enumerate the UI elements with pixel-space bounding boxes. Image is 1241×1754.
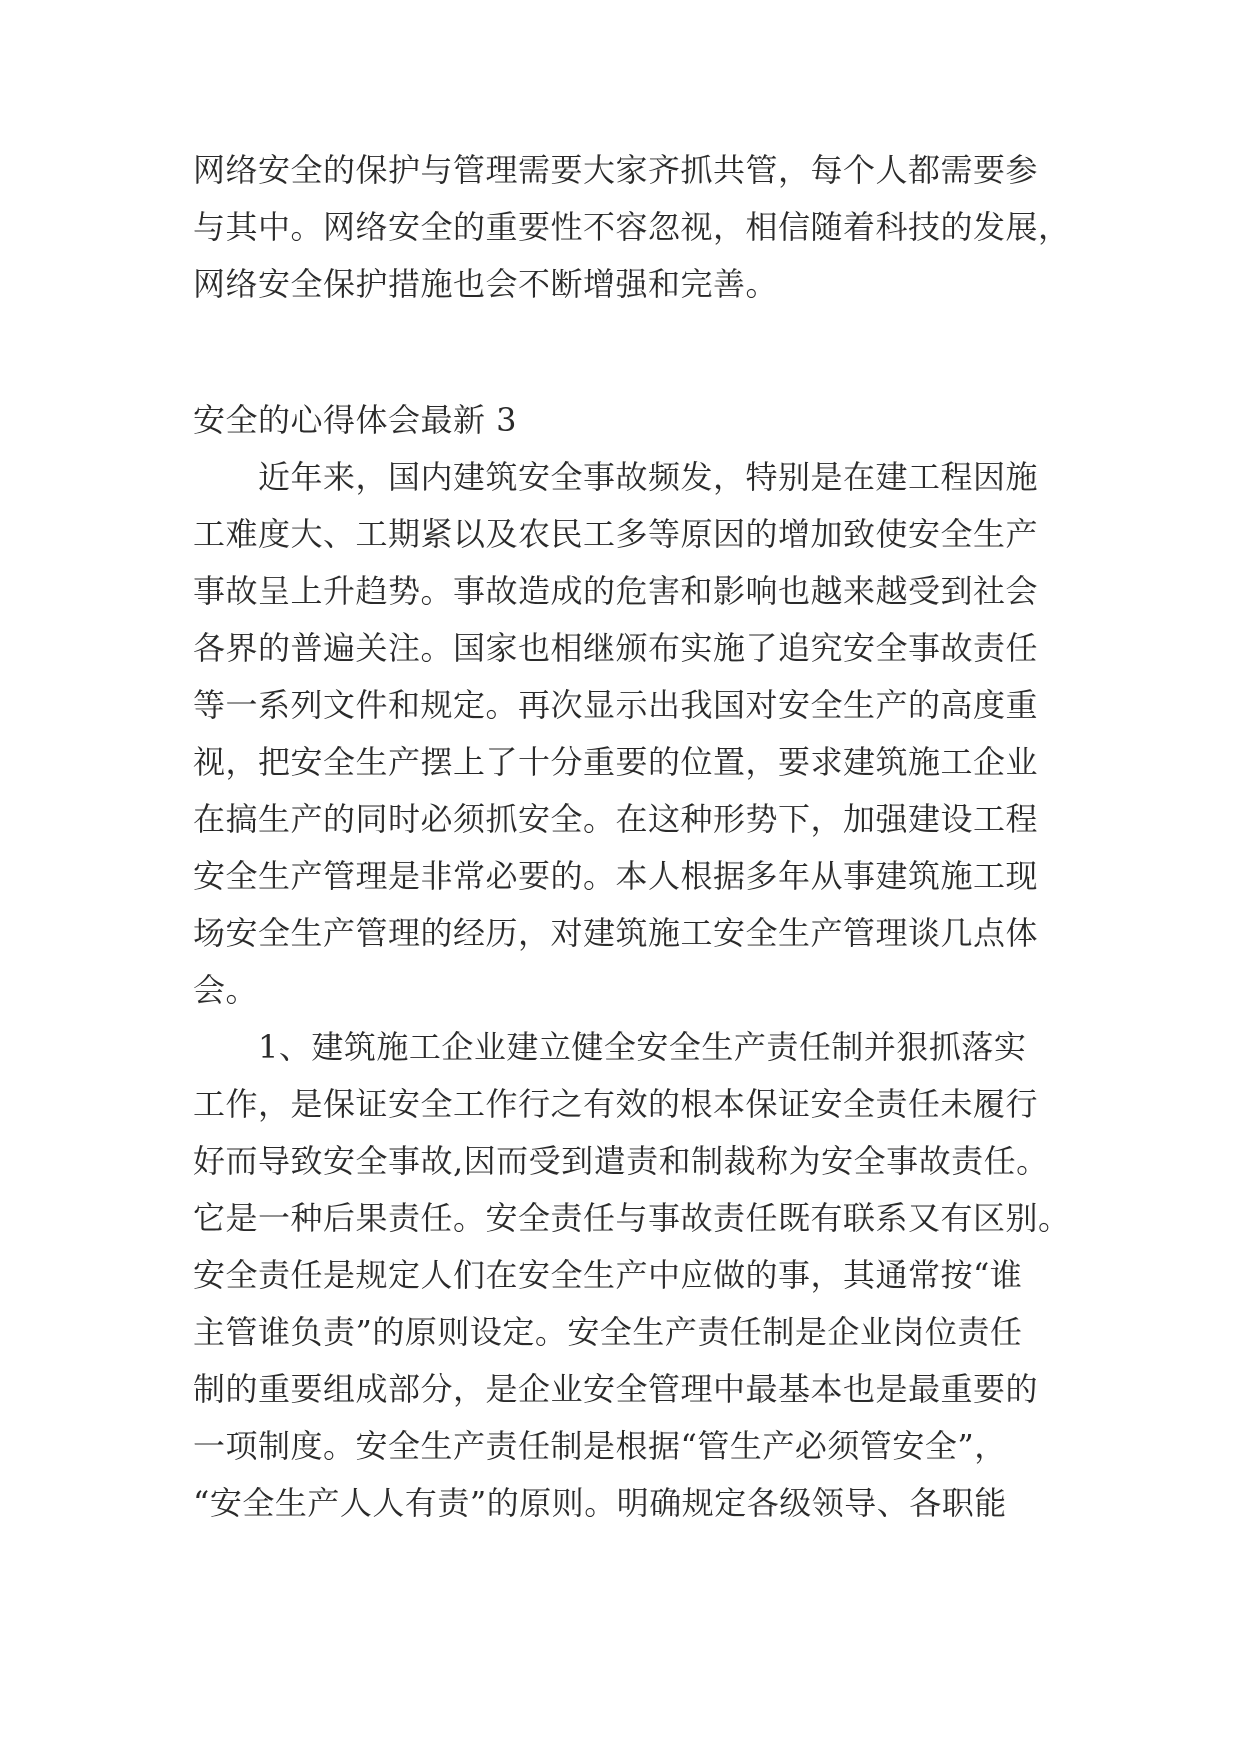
paragraph-2-line: 安全责任是规定人们在安全生产中应做的事，其通常按“谁: [193, 1256, 1023, 1294]
paragraph-2-line: 好而导致安全事故,因而受到遣责和制裁称为安全事故责任。: [193, 1142, 1049, 1180]
paragraph-2-line: 主管谁负责”的原则设定。安全生产责任制是企业岗位责任: [193, 1313, 1023, 1351]
intro-line: 与其中。网络安全的重要性不容忽视，相信随着科技的发展，: [193, 208, 1071, 246]
paragraph-2-line: 一项制度。安全生产责任制是根据“管生产必须管安全”，: [193, 1427, 1007, 1465]
paragraph-2-line: 它是一种后果责任。安全责任与事故责任既有联系又有区别。: [193, 1199, 1071, 1237]
paragraph-1-line: 近年来，国内建筑安全事故频发，特别是在建工程因施: [258, 458, 1039, 496]
paragraph-2-line: 工作，是保证安全工作行之有效的根本保证安全责任未履行: [193, 1085, 1039, 1123]
paragraph-1-line: 工难度大、工期紧以及农民工多等原因的增加致使安全生产: [193, 515, 1039, 553]
paragraph-1-line: 各界的普遍关注。国家也相继颁布实施了追究安全事故责任: [193, 629, 1039, 667]
paragraph-1-line: 事故呈上升趋势。事故造成的危害和影响也越来越受到社会: [193, 572, 1039, 610]
paragraph-1-line: 会。: [193, 971, 259, 1009]
intro-line: 网络安全保护措施也会不断增强和完善。: [193, 265, 779, 303]
paragraph-2-line: “安全生产人人有责”的原则。明确规定各级领导、各职能: [193, 1484, 1007, 1522]
paragraph-1-line: 安全生产管理是非常必要的。本人根据多年从事建筑施工现: [193, 857, 1039, 895]
paragraph-1-line: 场安全生产管理的经历，对建筑施工安全生产管理谈几点体: [193, 914, 1039, 952]
paragraph-1-line: 等一系列文件和规定。再次显示出我国对安全生产的高度重: [193, 686, 1039, 724]
paragraph-1-line: 在搞生产的同时必须抓安全。在这种形势下，加强建设工程: [193, 800, 1039, 838]
paragraph-2-line: 1、建筑施工企业建立健全安全生产责任制并狠抓落实: [258, 1028, 1027, 1066]
intro-line: 网络安全的保护与管理需要大家齐抓共管，每个人都需要参: [193, 151, 1039, 189]
paragraph-2-line: 制的重要组成部分，是企业安全管理中最基本也是最重要的: [193, 1370, 1039, 1408]
section-title: 安全的心得体会最新 3: [193, 401, 518, 439]
paragraph-1-line: 视，把安全生产摆上了十分重要的位置，要求建筑施工企业: [193, 743, 1039, 781]
